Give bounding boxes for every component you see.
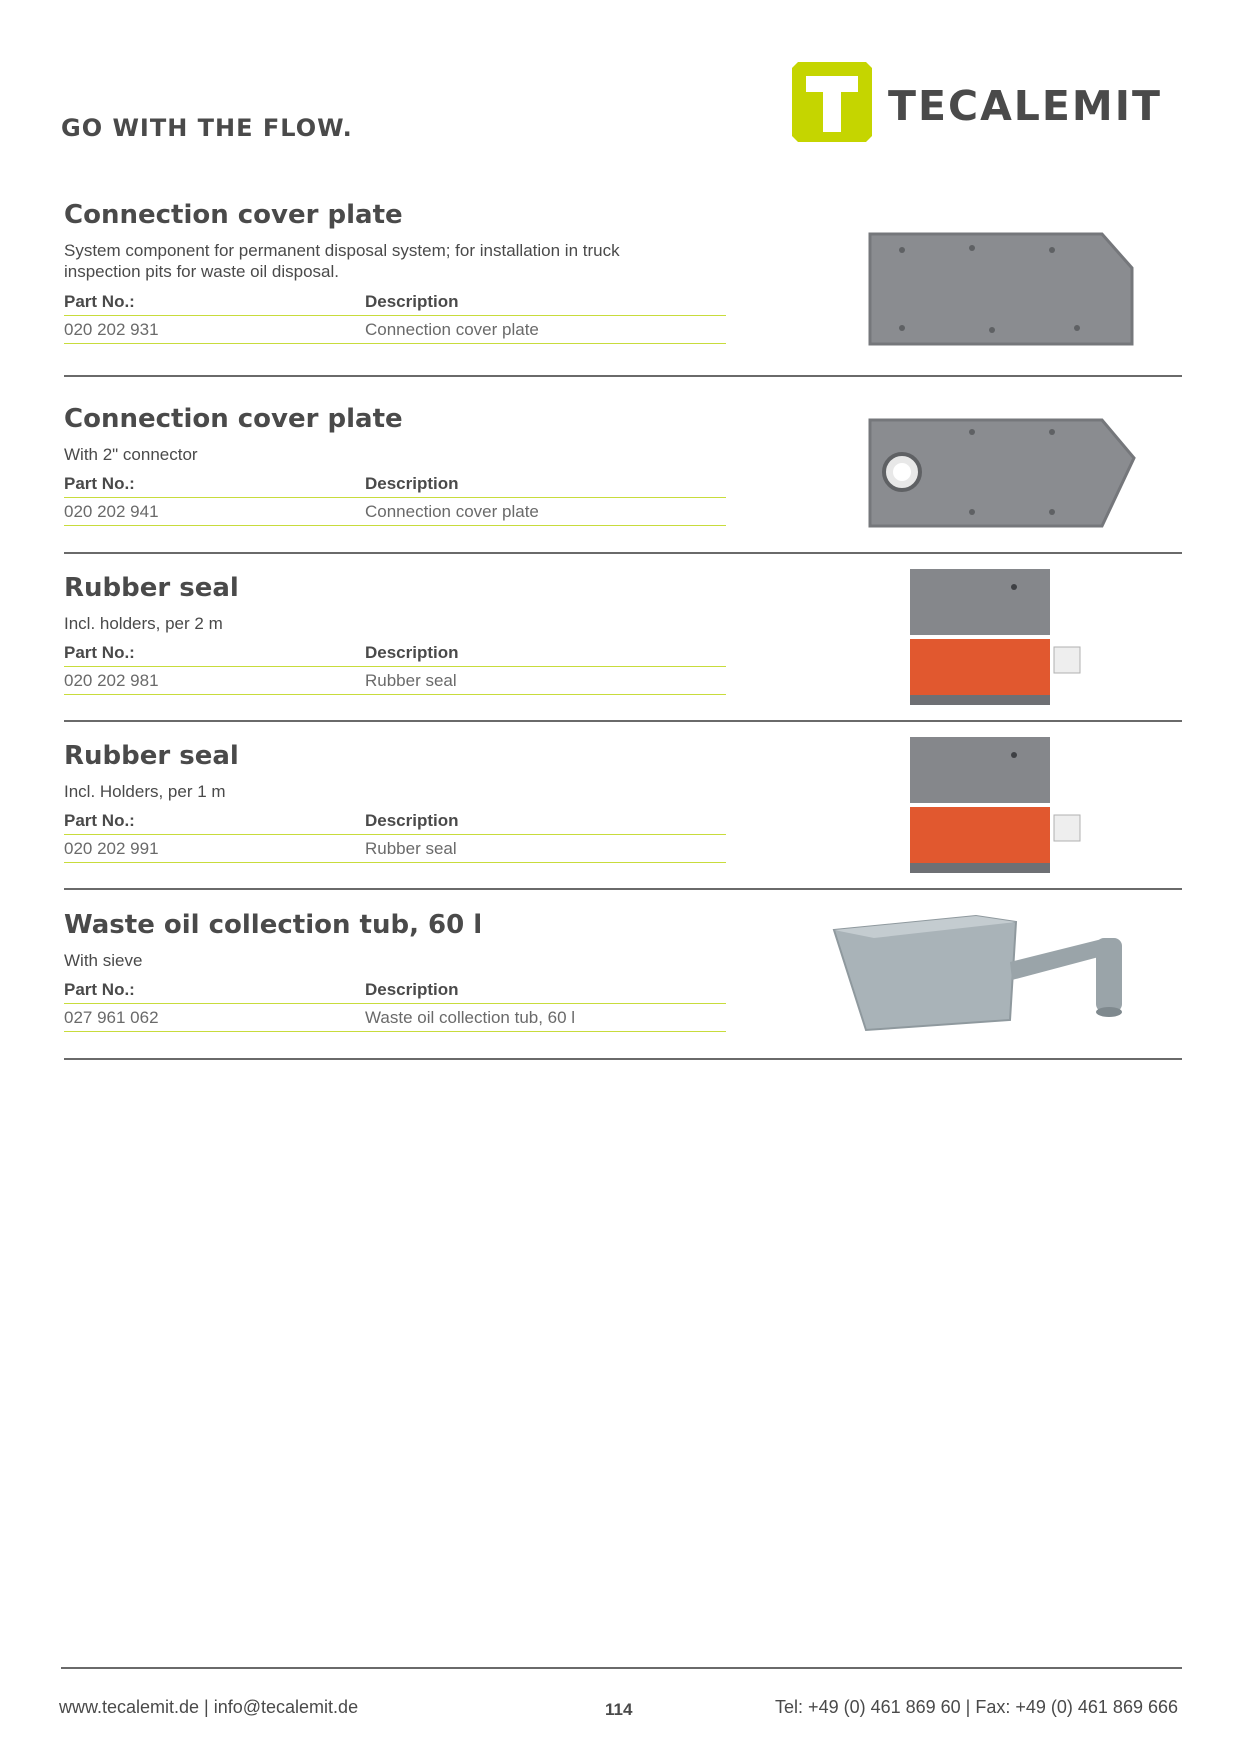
footer-web-email: www.tecalemit.de | info@tecalemit.de: [59, 1697, 359, 1717]
table-header-row: [64, 639, 726, 667]
table-header-row: [64, 470, 726, 498]
parts-table: [64, 288, 726, 344]
table-row: [64, 316, 726, 344]
product-title: Connection cover plate: [64, 404, 403, 434]
part-number: 020 202 941: [64, 502, 159, 521]
tagline: GO WITH THE FLOW.: [61, 114, 353, 142]
parts-table: [64, 639, 726, 695]
product-title: Rubber seal: [64, 741, 239, 771]
parts-table: [64, 807, 726, 863]
description-header: Description: [365, 811, 459, 830]
product-title: Waste oil collection tub, 60 l: [64, 910, 483, 940]
part-number: 020 202 991: [64, 839, 159, 858]
description-header: Description: [365, 980, 459, 999]
part-no-header: Part No.:: [64, 292, 135, 311]
product-description: With 2" connector: [64, 445, 198, 464]
description-header: Description: [365, 292, 459, 311]
part-no-header: Part No.:: [64, 643, 135, 662]
page-number: 114: [605, 1700, 633, 1719]
rubber-seal-image: [906, 735, 1096, 877]
product-description: Incl. holders, per 2 m: [64, 614, 223, 633]
parts-table: [64, 976, 726, 1032]
product-title: Connection cover plate: [64, 200, 403, 230]
product-title: Rubber seal: [64, 573, 239, 603]
part-number: 020 202 981: [64, 671, 159, 690]
part-description: Waste oil collection tub, 60 l: [365, 1008, 576, 1027]
part-number: 027 961 062: [64, 1008, 159, 1027]
section-divider: [64, 1058, 1182, 1060]
part-no-header: Part No.:: [64, 811, 135, 830]
parts-table: [64, 470, 726, 526]
product-description: Incl. Holders, per 1 m: [64, 782, 226, 801]
table-header-row: [64, 807, 726, 835]
footer-contact: Tel: +49 (0) 461 869 60 | Fax: +49 (0) 461 869 666: [775, 1697, 1178, 1717]
part-no-header: Part No.:: [64, 980, 135, 999]
tecalemit-logo: [792, 62, 1192, 142]
rubber-seal-image: [906, 567, 1096, 709]
description-header: Description: [365, 643, 459, 662]
table-row: [64, 835, 726, 863]
table-header-row: [64, 288, 726, 316]
part-no-header: Part No.:: [64, 474, 135, 493]
table-header-row: [64, 976, 726, 1004]
section-divider: [64, 720, 1182, 722]
section-divider: [64, 888, 1182, 890]
part-description: Rubber seal: [365, 671, 457, 690]
product-description: System component for permanent disposal system; for installation in truck inspection pits for waste oil disposal.: [64, 241, 620, 281]
footer-divider: [61, 1667, 1182, 1669]
cover-plate-image: [862, 228, 1140, 360]
part-description: Rubber seal: [365, 839, 457, 858]
logo-t-icon: [792, 62, 872, 142]
table-row: [64, 1004, 726, 1032]
table-row: [64, 498, 726, 526]
waste-oil-tub-image: [826, 908, 1142, 1036]
part-number: 020 202 931: [64, 320, 159, 339]
product-description: With sieve: [64, 951, 143, 970]
logo-text: TECALEMIT: [888, 82, 1162, 130]
description-header: Description: [365, 474, 459, 493]
section-divider: [64, 552, 1182, 554]
part-description: Connection cover plate: [365, 320, 539, 339]
table-row: [64, 667, 726, 695]
section-divider: [64, 375, 1182, 377]
part-description: Connection cover plate: [365, 502, 539, 521]
cover-plate-with-connector-image: [862, 414, 1140, 542]
